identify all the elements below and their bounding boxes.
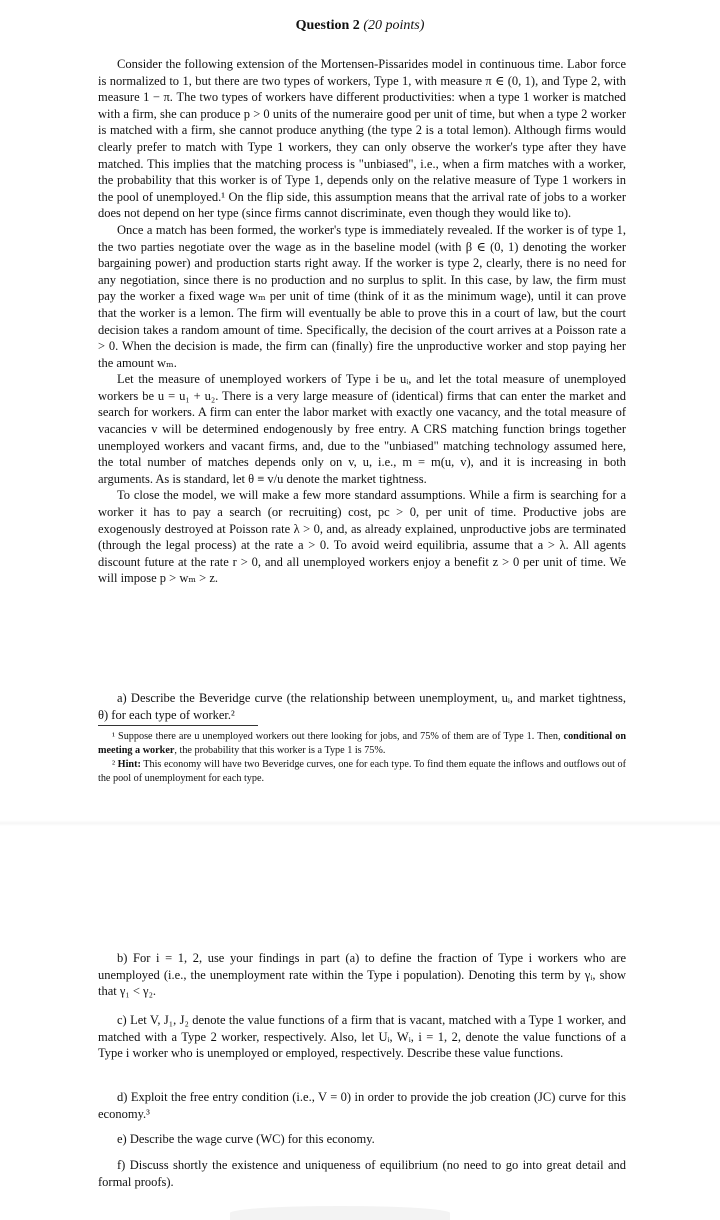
question-points: (20 points) — [363, 18, 425, 33]
part-d — [98, 1089, 626, 1122]
question-label: Question 2 — [295, 18, 360, 33]
footnotes — [98, 730, 626, 786]
footnote-2: ² Hint: This economy will have two Beveridge curves, one for each type. To find them equate the inflows and outflows out of the pool of unemployment for each type. — [98, 759, 626, 784]
footnote-rule — [98, 725, 258, 726]
part-f-text: f) Discuss shortly the existence and uniqueness of equilibrium (no need to go into great detail and formal proofs). — [98, 1158, 626, 1189]
part-b — [98, 950, 626, 1000]
part-c — [98, 1012, 626, 1062]
paragraph-1: Consider the following extension of the Mortensen-Pissarides model in continuous time. Labor force is normalized to 1, but there are two types of workers, Type 1, with measure π ∈ (0, 1), and Type 2, with measure 1 − π. The two types of workers have different productivities: when a type 1 worker is matched with a firm, she can produce p > 0 units of the numeraire good per unit of time, but when a type 2 worker is matched with a firm, she cannot produce anything (the type 2 is a total lemon). Although firms would clearly prefer to match with Type 1 workers, they can only observe the worker's type after they have matched. This implies that the matching process is "unbiased", i.e., when a firm matches with a worker, the probability that this worker is of Type 1, depends only on the relative measure of Type 1 workers in the pool of unemployed.¹ On the flip side, this assumption means that the arrival rate of jobs to a worker does not depend on her type (since firms cannot discriminate, even though they would like to). — [98, 57, 626, 221]
part-a-text: a) Describe the Beveridge curve (the relationship between unemployment, uᵢ, and market tightness, θ) for each type of worker.² — [98, 691, 626, 722]
paragraph-4: To close the model, we will make a few more standard assumptions. While a firm is searching for a worker it has to pay a search (or recruiting) cost, pc > 0, per unit of time. Productive jobs are exogenously destroyed at Poisson rate λ > 0, and, as already explained, unproductive jobs are terminated (through the legal process) at the rate a > 0. To avoid weird equilibria, assume that a > λ. All agents discount future at the rate r > 0, and all unemployed workers enjoy a benefit z > 0 per unit of time. We will impose p > wₘ > z. — [98, 488, 626, 586]
part-e-text: e) Describe the wage curve (WC) for this economy. — [117, 1132, 375, 1146]
question-title — [0, 18, 720, 34]
part-c-text: c) Let V, J₁, J₂ denote the value functions of a firm that is vacant, matched with a Type 1 worker, and matched with a Type 2 worker, respectively. Also, let Uᵢ, Wᵢ, i = 1, 2, denote the value functions of a Type i worker who is unemployed or employed, respectively. Describe these value functions. — [98, 1013, 626, 1061]
paragraph-2: Once a match has been formed, the worker's type is immediately revealed. If the worker is of type 1, the two parties negotiate over the wage as in the baseline model (with β ∈ (0, 1) denoting the worker bargaining power) and production starts right away. If the worker is type 2, clearly, there is no need for any negotiation, since there is no production and no surplus to split. In this case, by law, the firm must pay the worker a fixed wage wₘ per unit of time (think of it as the minimum wage), until it can prove that the worker is a lemon. The firm will eventually be able to prove this in a court of law, but the court decision takes a random amount of time. Specifically, the decision of the court arrives at a Poisson rate a > 0. When the decision is made, the firm can (finally) fire the unproductive worker and stop paying her the amount wₘ. — [98, 222, 626, 370]
problem-statement — [98, 56, 626, 587]
part-a — [98, 690, 626, 723]
footnote-1: ¹ Suppose there are u unemployed workers out there looking for jobs, and 75% of them are of Type 1. Then, conditional on meeting a worker, the probability that this worker is a Type 1 is 75%. — [98, 731, 626, 756]
bottom-shadow — [230, 1206, 450, 1220]
page-break-shadow — [0, 820, 720, 826]
part-b-text: b) For i = 1, 2, use your findings in part (a) to define the fraction of Type i workers who are unemployed (i.e., the unemployment rate within the Type i population). Denoting this term by γᵢ, show that γ₁ < γ₂. — [98, 951, 626, 999]
part-d-text: d) Exploit the free entry condition (i.e., V = 0) in order to provide the job creation (JC) curve for this economy.³ — [98, 1090, 626, 1121]
part-f — [98, 1157, 626, 1190]
part-e — [98, 1131, 626, 1148]
paragraph-3: Let the measure of unemployed workers of Type i be uᵢ, and let the total measure of unemployed workers be u = u₁ + u₂. There is a very large measure of (identical) firms that can enter the market and search for workers. A firm can enter the labor market with exactly one vacancy, and the total measure of vacancies v will be determined endogenously by free entry. A CRS matching function brings together unemployed workers and vacant firms, and, due to the "unbiased" matching technology assumed here, the total number of matches depends only on v, u, i.e., m = m(u, v), and it is increasing in both arguments. As is standard, let θ ≡ v/u denote the market tightness. — [98, 372, 626, 486]
